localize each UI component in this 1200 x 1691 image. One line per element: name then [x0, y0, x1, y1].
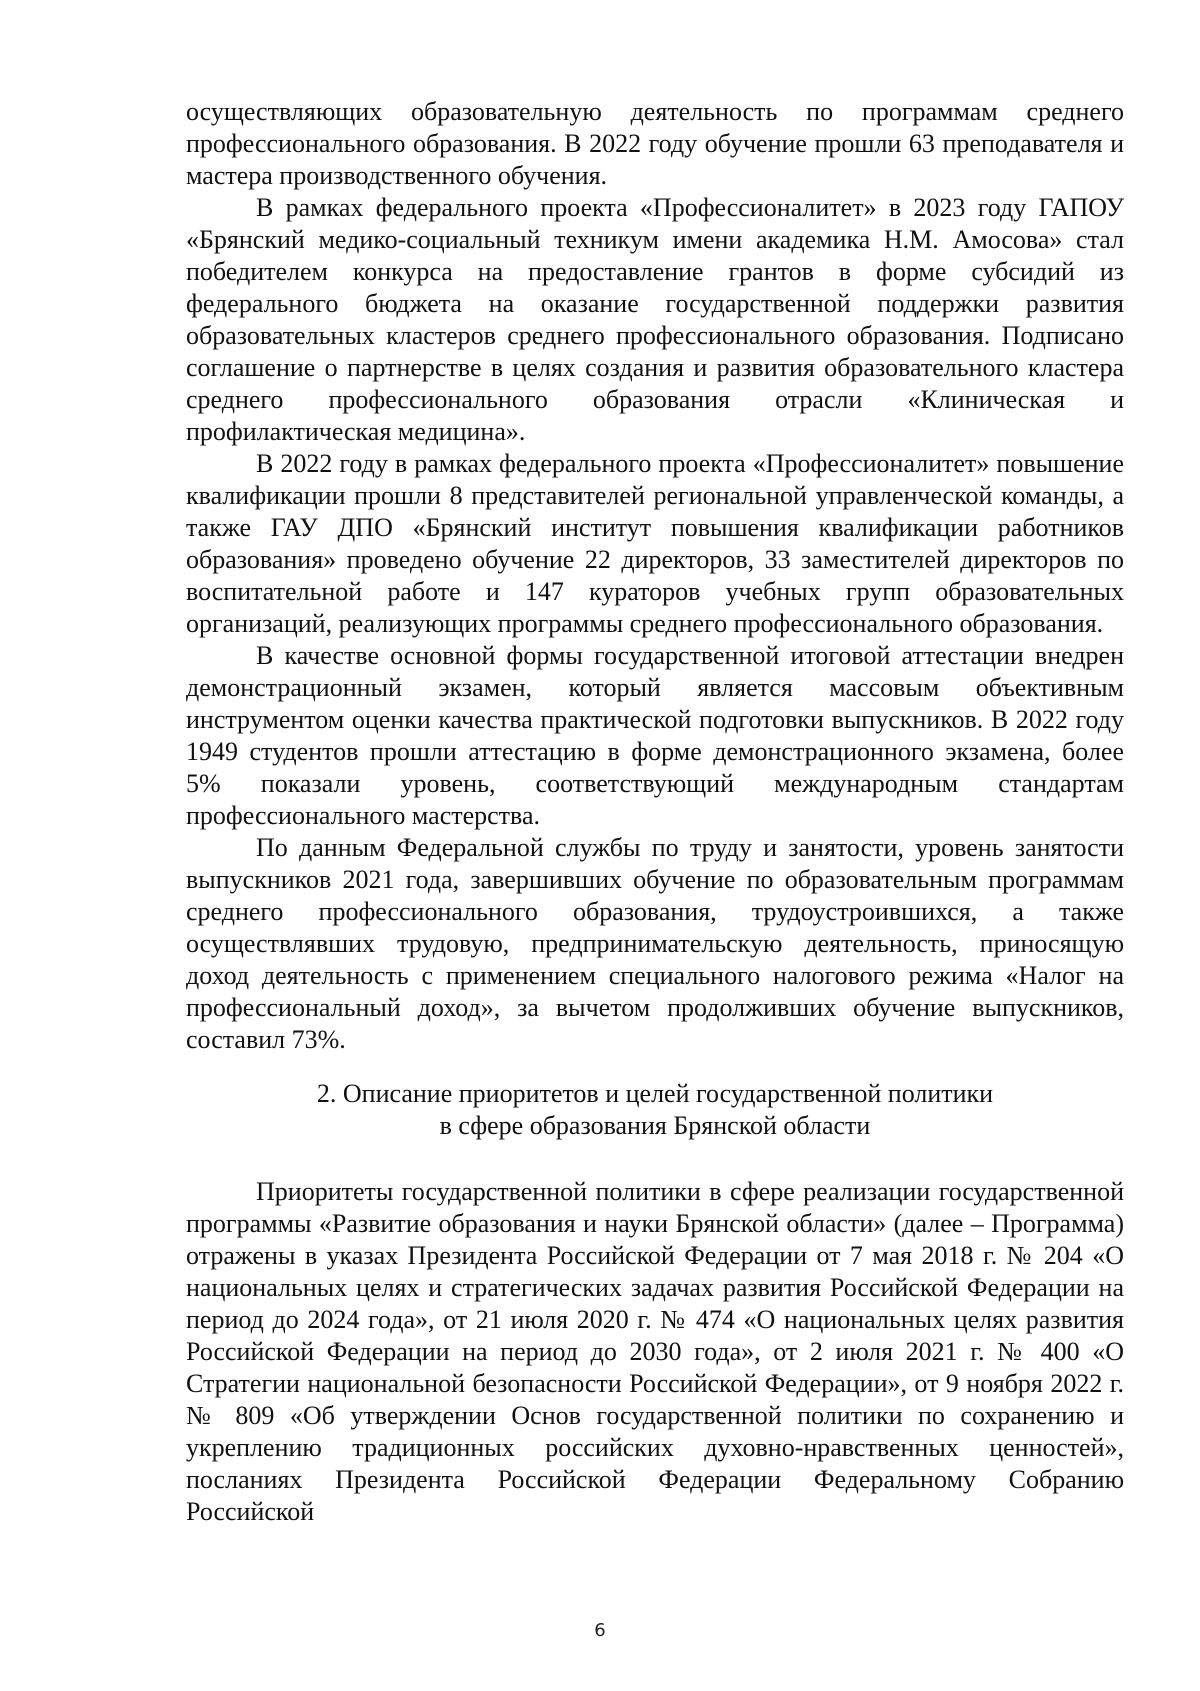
paragraph-graduate-employment: По данным Федеральной службы по труду и занятости, уровень занятости выпускников 2021 года, завершивших обучение по образовательным программам среднего профессионального образования, трудоустроившихся, а также осуществлявших трудовую, предпринимательскую деятельность, приносящую доход деятельность с применением специального налогового режима «Налог на профессиональный доход», за вычетом продолживших обучение выпускников, составил 73%. [186, 833, 1124, 1054]
paragraph-continuation: осуществляющих образовательную деятельность по программам среднего профессионального образования. В 2022 году обучение прошли 63 преподавателя и мастера производственного обучения. [186, 97, 1124, 190]
paragraph-professionalitet-grant: В рамках федерального проекта «Профессионалитет» в 2023 году ГАПОУ «Брянский медико-социальный техникум имени академика Н.М. Амосова» стал победителем конкурса на предоставление грантов в форме субсидий из федерального бюджета на оказание государственной поддержки развития образовательных кластеров среднего профессионального образования. Подписано соглашение о партнерстве в целях создания и развития образовательного кластера среднего профессионального образования отрасли «Клиническая и профилактическая медицина». [186, 193, 1124, 446]
section-heading-line-2: в сфере образования Брянской области [439, 1111, 871, 1140]
paragraph-demo-exam: В качестве основной формы государственной итоговой аттестации внедрен демонстрационный экзамен, который является массовым объективным инструментом оценки качества практической подготовки выпускников. В 2022 году 1949 студентов прошли аттестацию в форме демонстрационного экзамена, более 5% показали уровень, соответствующий международным стандартам профессионального мастерства. [186, 641, 1124, 830]
page-number: 6 [594, 1620, 606, 1641]
section-heading [186, 1078, 1124, 1142]
section-heading-line-1: 2. Описание приоритетов и целей государственной политики [316, 1079, 994, 1108]
document-body [186, 96, 1124, 1528]
paragraph-qualification-training: В 2022 году в рамках федерального проекта «Профессионалитет» повышение квалификации прошли 8 представителей региональной управленческой команды, а также ГАУ ДПО «Брянский институт повышения квалификации работников образования» проведено обучение 22 директоров, 33 заместителей директоров по воспитательной работе и 147 кураторов учебных групп образовательных организаций, реализующих программы среднего профессионального образования. [186, 449, 1124, 638]
paragraph-policy-priorities: Приоритеты государственной политики в сфере реализации государственной программы «Развитие образования и науки Брянской области» (далее – Программа) отражены в указах Президента Российской Федерации от 7 мая 2018 г. № 204 «О национальных целях и стратегических задачах развития Российской Федерации на период до 2024 года», от 21 июля 2020 г. № 474 «О национальных целях развития Российской Федерации на период до 2030 года», от 2 июля 2021 г. № 400 «О Стратегии национальной безопасности Российской Федерации», от 9 ноября 2022 г. № 809 «Об утверждении Основ государственной политики по сохранению и укреплению традиционных российских духовно-нравственных ценностей», посланиях Президента Российской Федерации Федеральному Собранию Российской [186, 1177, 1124, 1526]
